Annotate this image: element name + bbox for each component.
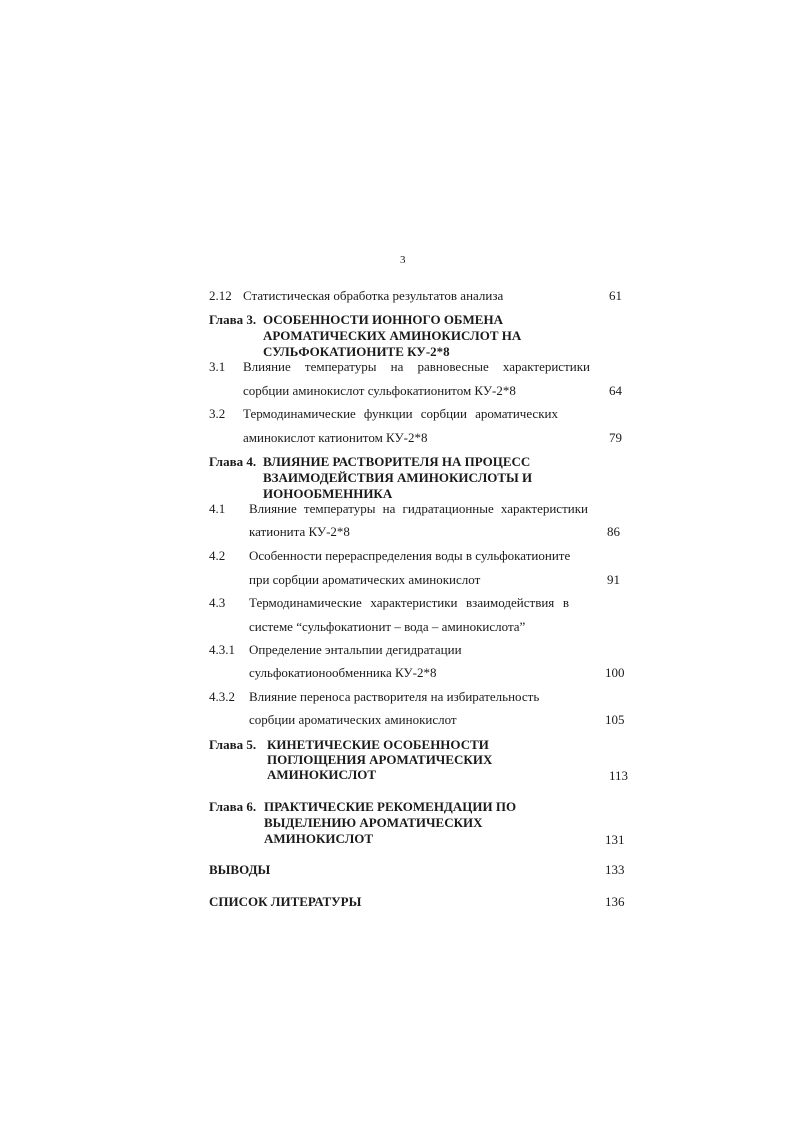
toc-entry-4-3-2-title-line1: Влияние переноса растворителя на избирательность bbox=[249, 689, 540, 704]
chapter-4-title-line1: ВЛИЯНИЕ РАСТВОРИТЕЛЯ НА ПРОЦЕСС bbox=[263, 454, 531, 469]
toc-entry-4-2-title-line1: Особенности перераспределения воды в сульфокатионите bbox=[249, 548, 571, 563]
chapter-5-label: Глава 5. bbox=[209, 737, 257, 752]
toc-entry-2-12-page: 61 bbox=[609, 288, 622, 303]
chapter-4-title-line2: ВЗАИМОДЕЙСТВИЯ АМИНОКИСЛОТЫ И bbox=[263, 470, 533, 485]
toc-entry-4-3-2-page: 105 bbox=[605, 712, 625, 727]
word: Влияние bbox=[249, 501, 297, 516]
word: характеристики bbox=[502, 359, 590, 374]
chapter-6-page: 131 bbox=[605, 832, 625, 847]
word: функции bbox=[363, 406, 413, 421]
references-title: СПИСОК ЛИТЕРАТУРЫ bbox=[209, 894, 362, 909]
page-number: 3 bbox=[400, 254, 406, 266]
chapter-3-label: Глава 3. bbox=[209, 312, 257, 327]
toc-entry-4-2-title-line2: при сорбции ароматических аминокислот bbox=[249, 572, 481, 587]
conclusions-page: 133 bbox=[605, 862, 625, 877]
word: взаимодействия bbox=[466, 595, 555, 610]
word: равновесные bbox=[417, 359, 489, 374]
toc-entry-4-2-number: 4.2 bbox=[209, 548, 226, 563]
chapter-3-title-line2: АРОМАТИЧЕСКИХ АМИНОКИСЛОТ НА bbox=[263, 328, 522, 343]
word: сорбции bbox=[420, 406, 467, 421]
conclusions-title: ВЫВОДЫ bbox=[209, 862, 271, 877]
toc-entry-4-3-1-page: 100 bbox=[605, 665, 625, 680]
toc-entry-4-3-1-number: 4.3.1 bbox=[209, 642, 235, 657]
toc-entry-4-3-1-title-line2: сульфокатионообменника КУ-2*8 bbox=[249, 665, 437, 680]
word: характеристики bbox=[500, 501, 588, 516]
toc-entry-2-12-title: Статистическая обработка результатов анализа bbox=[243, 288, 504, 303]
word: ароматических bbox=[475, 406, 558, 421]
chapter-5-title-line2: ПОГЛОЩЕНИЯ АРОМАТИЧЕСКИХ bbox=[267, 752, 493, 767]
word: на bbox=[382, 501, 396, 516]
chapter-6-label: Глава 6. bbox=[209, 799, 257, 814]
chapter-5-title-line1: КИНЕТИЧЕСКИЕ ОСОБЕННОСТИ bbox=[267, 737, 489, 752]
toc-entry-2-12-number: 2.12 bbox=[209, 288, 232, 303]
toc-entry-4-3-2-number: 4.3.2 bbox=[209, 689, 235, 704]
toc-entry-3-2-title-line1 bbox=[243, 406, 558, 422]
chapter-3-title-line1: ОСОБЕННОСТИ ИОННОГО ОБМЕНА bbox=[263, 312, 503, 327]
word: Термодинамические bbox=[249, 595, 362, 610]
chapter-5-title-line3: АМИНОКИСЛОТ bbox=[267, 767, 377, 782]
word: температуры bbox=[304, 359, 377, 374]
chapter-6-title-line2: ВЫДЕЛЕНИЮ АРОМАТИЧЕСКИХ bbox=[264, 815, 483, 830]
toc-entry-4-1-number: 4.1 bbox=[209, 501, 226, 516]
toc-entry-3-1-page: 64 bbox=[609, 383, 622, 398]
chapter-6-title-line3: АМИНОКИСЛОТ bbox=[264, 831, 374, 846]
toc-entry-3-1-title-line2: сорбции аминокислот сульфокатионитом КУ-2*8 bbox=[243, 383, 516, 398]
word: характеристики bbox=[370, 595, 458, 610]
toc-entry-3-1-title-line1 bbox=[243, 359, 590, 375]
chapter-4-label: Глава 4. bbox=[209, 454, 257, 469]
toc-entry-3-2-number: 3.2 bbox=[209, 406, 226, 421]
toc-entry-4-1-title-line2: катионита КУ-2*8 bbox=[249, 524, 350, 539]
toc-entry-3-2-page: 79 bbox=[609, 430, 622, 445]
word: Термодинамические bbox=[243, 406, 356, 421]
word: гидратационные bbox=[402, 501, 494, 516]
word: Влияние bbox=[243, 359, 291, 374]
word: на bbox=[390, 359, 404, 374]
chapter-4-title-line3: ИОНООБМЕННИКА bbox=[263, 486, 393, 501]
chapter-5-page: 113 bbox=[609, 768, 629, 783]
toc-entry-4-3-title-line2: системе “сульфокатионит – вода – аминокислота” bbox=[249, 619, 526, 634]
toc-entry-4-3-1-title-line1: Определение энтальпии дегидратации bbox=[249, 642, 462, 657]
toc-entry-4-1-page: 86 bbox=[607, 524, 620, 539]
chapter-6-title-line1: ПРАКТИЧЕСКИЕ РЕКОМЕНДАЦИИ ПО bbox=[264, 799, 517, 814]
toc-entry-4-3-number: 4.3 bbox=[209, 595, 226, 610]
chapter-3-title-line3: СУЛЬФОКАТИОНИТЕ КУ-2*8 bbox=[263, 344, 450, 359]
toc-entry-4-2-page: 91 bbox=[607, 572, 620, 587]
word: температуры bbox=[303, 501, 376, 516]
toc-entry-3-1-number: 3.1 bbox=[209, 359, 226, 374]
toc-entry-4-1-title-line1 bbox=[249, 501, 588, 517]
word: в bbox=[562, 595, 569, 610]
references-page: 136 bbox=[605, 894, 625, 909]
toc-entry-3-2-title-line2: аминокислот катионитом КУ-2*8 bbox=[243, 430, 428, 445]
toc-entry-4-3-title-line1 bbox=[249, 595, 569, 611]
toc-entry-4-3-2-title-line2: сорбции ароматических аминокислот bbox=[249, 712, 457, 727]
